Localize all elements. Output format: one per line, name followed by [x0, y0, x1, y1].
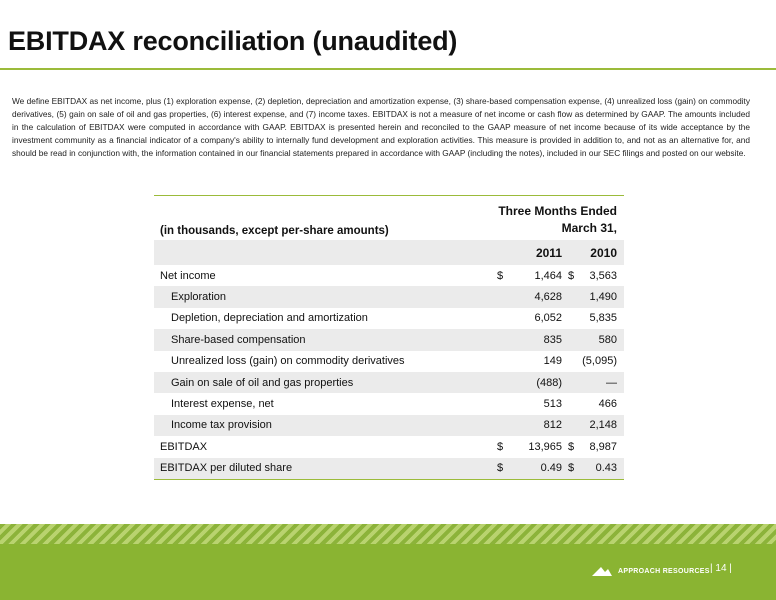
row-currency-2010 [568, 351, 578, 372]
row-label: Share-based compensation [154, 329, 497, 350]
row-currency-2011 [497, 372, 507, 393]
ebitdax-reconciliation-table [154, 195, 624, 480]
row-value-2011: 835 [507, 329, 568, 350]
period-header [497, 196, 624, 241]
approach-mountain-icon [592, 566, 612, 576]
table-row [154, 458, 624, 480]
title-divider [0, 68, 776, 70]
slide-title: EBITDAX reconciliation (unaudited) [8, 26, 458, 56]
table-row [154, 308, 624, 329]
row-value-2010: 0.43 [578, 458, 624, 480]
table-row [154, 393, 624, 414]
row-currency-2011 [497, 329, 507, 350]
company-logo [592, 566, 710, 576]
row-currency-2011 [497, 415, 507, 436]
table-row [154, 436, 624, 457]
row-label: Depletion, depreciation and amortization [171, 312, 368, 325]
table-row [154, 351, 624, 372]
row-currency-2010: $ [568, 440, 575, 453]
row-value-2010: 466 [598, 398, 617, 411]
ebitdax-definition-paragraph: We define EBITDAX as net income, plus (1) exploration expense, (2) depletion, depreciation and amortization expense, (3) share-based compensation expense, (4) unrealized loss (gain) on commodity derivatives, (5) gain on sale of oil and gas properties, (6) interest expense, and (7) income taxes. EBITDAX is not a measure of net income or cash flow as determined by GAAP. The amounts included in the calculation of EBITDAX were computed in accordance with GAAP. EBITDAX is presented herein and reconciled to the GAAP measure of net income because of its wide acceptance by the investment community as a financial indicator of a company's ability to internally fund development and exploration activities. This measure is provided in addition to, and not as an alternative for, and should be read in conjunction with, the information contained in our financial statements prepared in accordance with GAAP (including the notes), included in our SEC filings and posted on our website. [12, 96, 750, 158]
table-row [154, 329, 624, 350]
period-line-1: Three Months Ended [498, 204, 617, 218]
row-currency-2011: $ [497, 269, 504, 282]
row-value-2010: 3,563 [589, 269, 617, 282]
row-value-2011: 6,052 [534, 312, 562, 325]
row-currency-2010: $ [568, 458, 578, 480]
row-label: EBITDAX [160, 440, 208, 453]
table-row [154, 415, 624, 436]
row-currency-2010 [568, 308, 578, 329]
row-value-2010: (5,095) [582, 355, 617, 368]
row-value-2010: — [578, 372, 624, 393]
row-value-2010: 5,835 [589, 312, 617, 325]
row-value-2011: 13,965 [528, 440, 562, 453]
row-currency-2011: $ [497, 458, 507, 480]
row-value-2011: 0.49 [507, 458, 568, 480]
row-currency-2010 [568, 393, 578, 414]
row-value-2011: 1,464 [534, 269, 562, 282]
row-currency-2010 [568, 286, 578, 307]
row-currency-2010: $ [568, 269, 575, 282]
row-value-2011: 513 [543, 398, 562, 411]
table-header-row [154, 196, 624, 241]
row-label: Gain on sale of oil and gas properties [154, 372, 497, 393]
row-value-2010: 580 [578, 329, 624, 350]
row-value-2010: 2,148 [578, 415, 624, 436]
row-label: Exploration [154, 286, 497, 307]
row-value-2011: (488) [507, 372, 568, 393]
table-row [154, 286, 624, 307]
footer-stripe-band [0, 524, 776, 544]
year-header-row [154, 240, 624, 265]
row-currency-2011 [497, 286, 507, 307]
company-name: APPROACH RESOURCES [618, 567, 710, 575]
row-value-2011: 812 [507, 415, 568, 436]
row-value-2011: 149 [543, 355, 562, 368]
row-currency-2010 [568, 329, 578, 350]
row-currency-2011: $ [497, 440, 504, 453]
row-currency-2011 [497, 393, 507, 414]
row-currency-2011 [497, 308, 507, 329]
row-label: Unrealized loss (gain) on commodity derivatives [171, 355, 405, 368]
row-currency-2010 [568, 415, 578, 436]
table-row [154, 372, 624, 393]
page-number: | 14 | [710, 563, 732, 574]
units-label: (in thousands, except per-share amounts) [154, 196, 497, 241]
row-value-2010: 8,987 [589, 440, 617, 453]
col-header-2010: 2010 [578, 240, 624, 265]
row-label: EBITDAX per diluted share [154, 458, 497, 480]
row-currency-2010 [568, 372, 578, 393]
row-currency-2011 [497, 351, 507, 372]
col-header-2011: 2011 [507, 240, 568, 265]
row-label: Interest expense, net [171, 398, 274, 411]
row-label: Net income [160, 269, 216, 282]
row-value-2011: 4,628 [507, 286, 568, 307]
period-line-2: March 31, [561, 221, 617, 235]
table-row [154, 265, 624, 286]
row-value-2010: 1,490 [578, 286, 624, 307]
row-label: Income tax provision [154, 415, 497, 436]
